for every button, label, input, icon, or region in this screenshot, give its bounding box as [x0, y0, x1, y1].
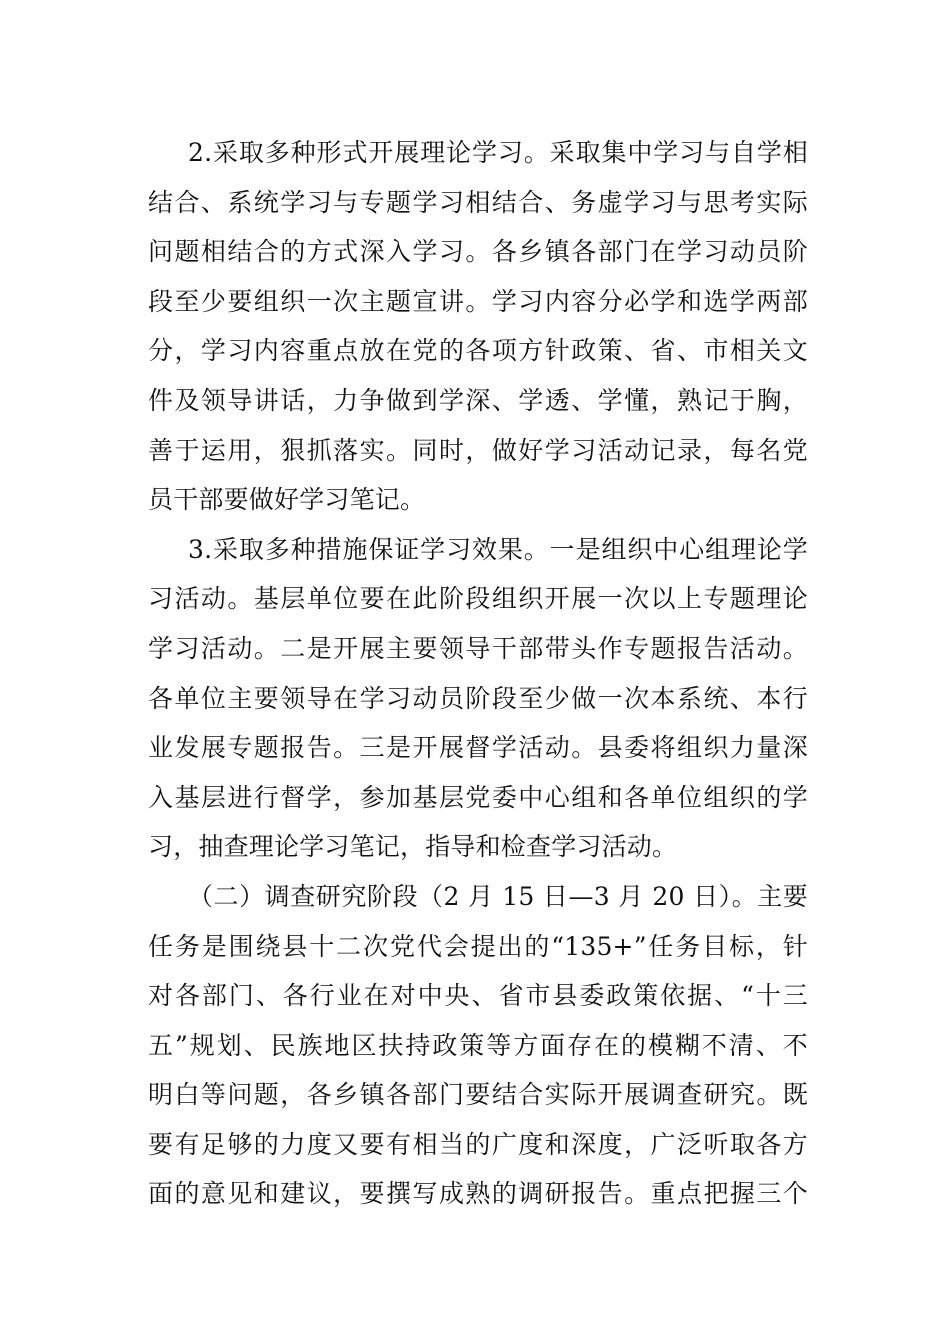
text-line: 善于运用，狠抓落实。同时，做好学习活动记录，每名党 [148, 435, 808, 465]
text-line: 各单位主要领导在学习动员阶段至少做一次本系统、本行 [148, 683, 808, 713]
text-line: 3.采取多种措施保证学习效果。一是组织中心组理论学 [188, 534, 808, 564]
paragraph-research-stage [148, 872, 808, 1219]
text-line: 2.采取多种形式开展理论学习。采取集中学习与自学相 [188, 138, 808, 167]
text-line: 五”规划、民族地区扶持政策等方面存在的模糊不清、不 [148, 1030, 808, 1060]
text-line: 段至少要组织一次主题宣讲。学习内容分必学和选学两部 [148, 286, 808, 316]
text-line: 学习活动。二是开展主要领导干部带头作专题报告活动。 [148, 633, 808, 663]
paragraph-study-forms [148, 128, 808, 525]
paragraph-study-measures [148, 525, 808, 872]
text-line: 员干部要做好学习笔记。 [148, 485, 426, 515]
text-line: （二）调查研究阶段（2 月 15 日—3 月 20 日）。主要 [188, 881, 808, 911]
text-line: 件及领导讲话，力争做到学深、学透、学懂，熟记于胸， [148, 385, 808, 415]
text-line: 明白等问题，各乡镇各部门要结合实际开展调查研究。既 [148, 1080, 808, 1110]
text-line: 分，学习内容重点放在党的各项方针政策、省、市相关文 [148, 336, 808, 366]
text-line: 面的意见和建议，要撰写成熟的调研报告。重点把握三个 [148, 1179, 808, 1209]
text-line: 入基层进行督学，参加基层党委中心组和各单位组织的学 [148, 782, 808, 812]
text-line: 任务是围绕县十二次党代会提出的“135+”任务目标，针 [148, 931, 808, 961]
text-line: 要有足够的力度又要有相当的广度和深度，广泛听取各方 [148, 1129, 808, 1159]
text-line: 习，抽查理论学习笔记，指导和检查学习活动。 [148, 832, 678, 862]
text-line: 问题相结合的方式深入学习。各乡镇各部门在学习动员阶 [148, 237, 808, 267]
text-line: 对各部门、各行业在对中央、省市县委政策依据、“十三 [148, 981, 808, 1011]
text-line: 结合、系统学习与专题学习相结合、务虚学习与思考实际 [148, 187, 808, 217]
text-line: 业发展专题报告。三是开展督学活动。县委将组织力量深 [148, 733, 808, 763]
text-line: 习活动。基层单位要在此阶段组织开展一次以上专题理论 [148, 584, 808, 614]
document-body [148, 128, 808, 1219]
